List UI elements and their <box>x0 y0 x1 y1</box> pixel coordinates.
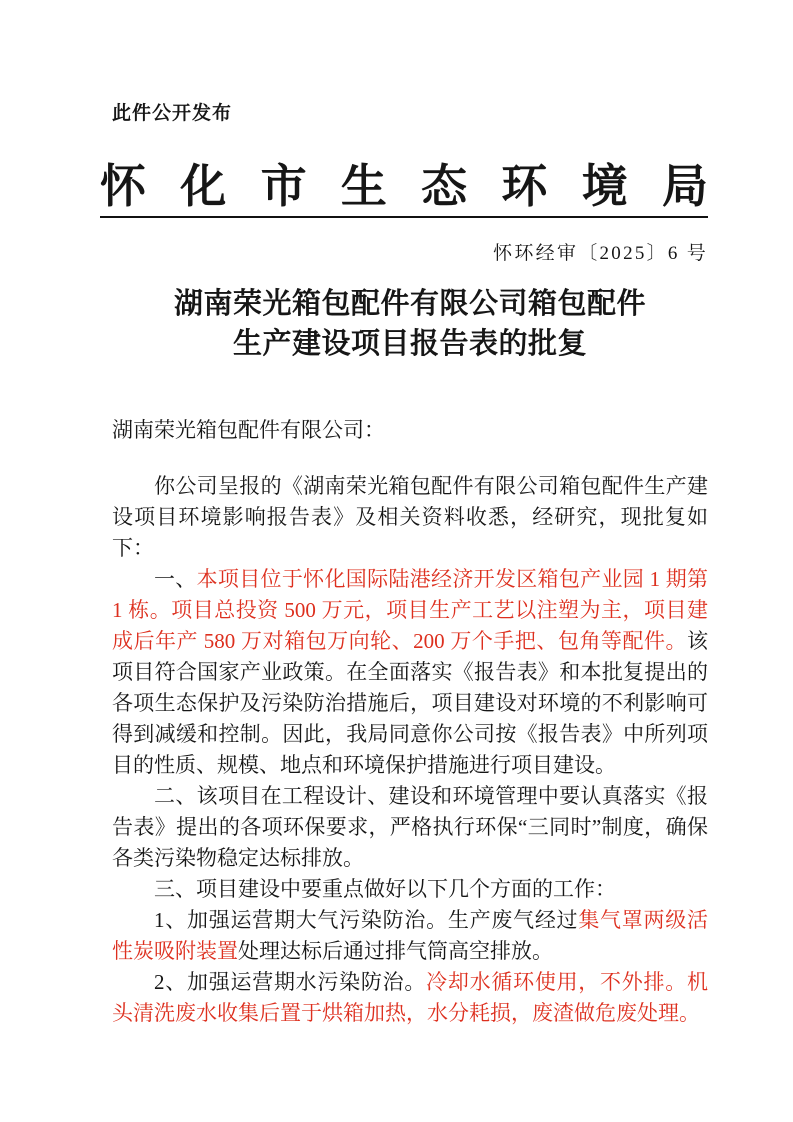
text-segment: 1、加强运营期大气污染防治。生产废气经过 <box>154 908 579 932</box>
doc-number: 怀环经审〔2025〕6 号 <box>493 243 708 264</box>
paragraph <box>112 967 708 1029</box>
body-paragraphs <box>112 471 708 1029</box>
paragraph <box>112 781 708 874</box>
text-segment: 冷却水循环使用，不外排。机头清洗废水收集后置于烘箱加热，水分耗损，废渣做危废处理。 <box>112 970 709 1025</box>
salutation: 湖南荣光箱包配件有限公司： <box>112 418 385 442</box>
text-segment: 该项目符合国家产业政策。在全面落实《报告表》和本批复提出的各项生态保护及污染防治措施后，项目建设对环境的不利影响可得到减缓和控制。因此，我局同意你公司按《报告表》中所列项目的性质、规模、地点和环境保护措施进行项目建设。 <box>112 629 708 777</box>
text-segment: 本项目位于怀化国际陆港经济开发区箱包产业园 1 期第 1 栋。项目总投资 500 万元，项目生产工艺以注塑为主，项目建成后年产 580 万对箱包万向轮、200 万个手把、包角等配件。 <box>112 567 709 653</box>
document-title <box>112 284 708 364</box>
text-segment: 你公司呈报的《湖南荣光箱包配件有限公司箱包配件生产建设项目环境影响报告表》及相关资料收悉，经研究，现批复如下： <box>112 474 708 560</box>
text-segment: 三、项目建设中要重点做好以下几个方面的工作： <box>154 877 616 901</box>
text-segment: 2、加强运营期水污染防治。 <box>154 970 427 994</box>
paragraph <box>112 471 708 564</box>
paragraph <box>112 564 708 781</box>
document-title-line2: 生产建设项目报告表的批复 <box>232 328 587 360</box>
text-segment: 集气罩两级活性炭吸附装置 <box>112 908 709 963</box>
agency-title: 怀化市生态环境局 <box>100 161 708 218</box>
text-segment: 处理达标后通过排气筒高空排放。 <box>238 939 553 963</box>
text-segment: 二、该项目在工程设计、建设和环境管理中要认真落实《报告表》提出的各项环保要求，严格执行环保“三同时”制度，确保各类污染物稳定达标排放。 <box>112 784 708 870</box>
document-title-line1: 湖南荣光箱包配件有限公司箱包配件 <box>173 288 646 320</box>
text-segment: 一、 <box>154 567 197 591</box>
publish-note: 此件公开发布 <box>112 103 233 124</box>
paragraph <box>112 874 708 905</box>
paragraph <box>112 905 708 967</box>
